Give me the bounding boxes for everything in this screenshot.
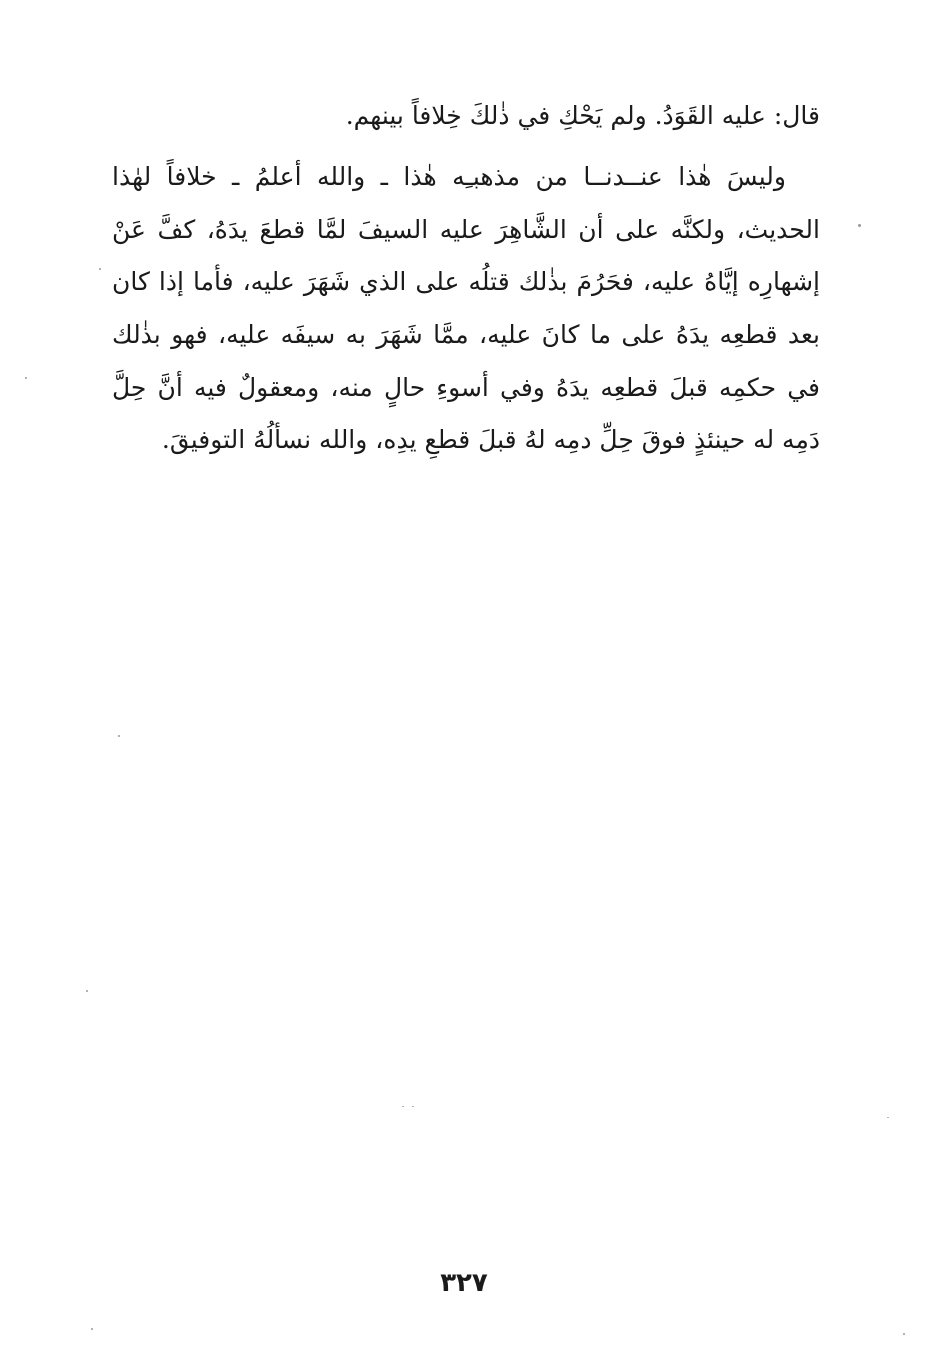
paragraph-2: [112, 151, 820, 467]
scan-speck: [25, 377, 27, 379]
scan-speck: [402, 1106, 404, 1107]
page-number: ٣٢٧: [440, 1268, 488, 1298]
text-line: في حكمِه قبلَ قطعِه يدَهُ وفي أسوءِ حالٍ منه، ومعقولٌ فيه أنَّ حِلَّ: [112, 372, 820, 402]
scan-speck: [118, 735, 120, 737]
scan-speck: [99, 268, 101, 270]
text-line: الحديث، ولكنَّه على أن الشَّاهِرَ عليه السيفَ لمَّا قطعَ يدَهُ، كفَّ عَنْ: [112, 214, 820, 244]
paragraph-1: [112, 90, 820, 143]
text-line: بعد قطعِه يدَهُ على ما كانَ عليه، ممَّا شَهَرَ به سيفَه عليه، فهو بذٰلك: [112, 320, 820, 350]
scan-speck: [887, 1117, 889, 1118]
scan-speck: [858, 224, 861, 227]
text-line: وليسَ هٰذا عنــدنــا من مذهبـِه هٰذا ـ والله أعلمُ ـ خلافاً لهٰذا: [112, 162, 786, 191]
text-line: إشهارِه إيَّاهُ عليه، فحَرُمَ بذٰلك قتلُه على الذي شَهَرَ عليه، فأما إذا كان: [112, 267, 820, 297]
scan-speck: [412, 1106, 414, 1107]
scan-speck: [91, 1328, 93, 1330]
text-line: قال: عليه القَوَدُ. ولم يَحْكِ في ذٰلكَ خِلافاً بينهم.: [345, 101, 820, 130]
scan-speck: [903, 1333, 905, 1335]
text-line: دَمِه له حينئذٍ فوقَ حِلِّ دمِه لهُ قبلَ قطعِ يدِه، والله نسألُهُ التوفيقَ.: [161, 425, 820, 455]
scan-speck: [86, 990, 88, 992]
